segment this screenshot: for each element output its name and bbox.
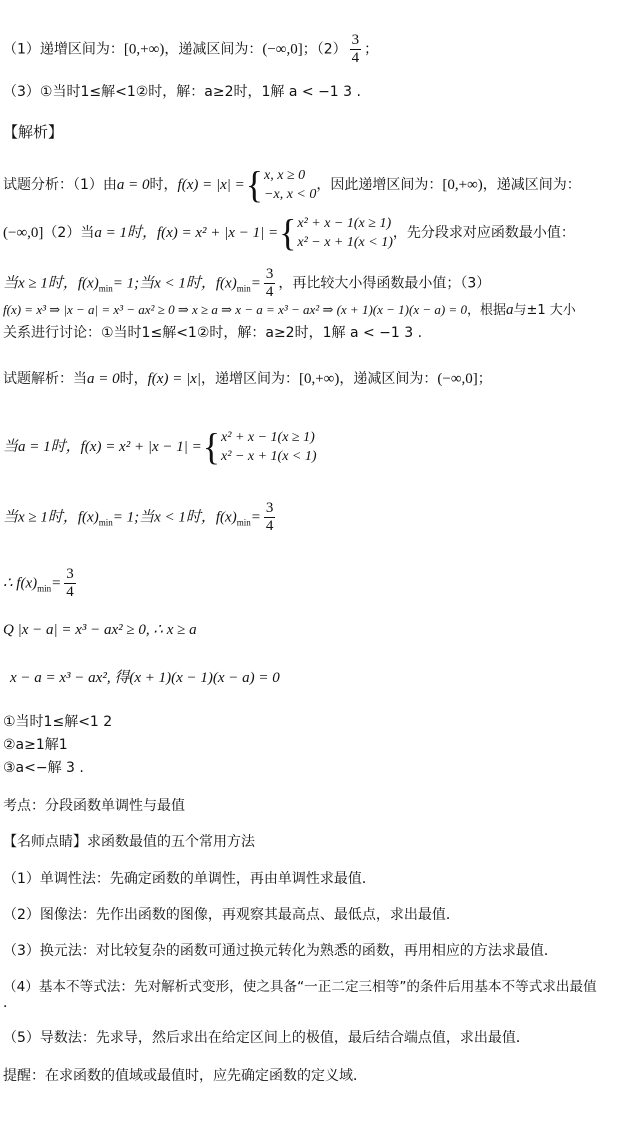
math-expression: a [505,302,514,318]
piecewise-cases [297,214,393,252]
case-1: x, x ≥ 0 [264,168,306,183]
kaodian: 考点：分段函数单调性与最值 [3,798,185,814]
fraction [264,266,276,301]
math-expression: a = 0 [116,177,150,193]
answer-2-fraction [350,32,362,67]
math-expression: f(x) = x³ ⇒ |x − a| = x³ − ax² ≥ 0 ⇒ x ≥ a ⇒ x − a = x³ − ax² ⇒ (x + 1)(x − 1)(x − a) = 0 [3,302,467,317]
case-1: x² + x − 1(x ≥ 1) [221,430,315,445]
math-expression: 当a = 1时，f(x) = x² + |x − 1| = [3,439,202,455]
solution-text: ，递增区间为： [200,371,299,387]
solution-line-2 [3,428,317,466]
fraction-numerator: 3 [265,500,274,516]
answer-1-text: （1）递增区间为： [3,41,124,58]
math-expression: = [250,509,261,526]
fraction-numerator: 3 [351,32,360,48]
subscript-min: min [98,517,113,528]
tips-title: 【名师点睛】求函数最值的五个常用方法 [3,834,255,850]
answer-1-decreasing-interval: (−∞,0] [262,41,303,58]
piecewise-cases [221,428,317,466]
increasing-interval: [0,+∞) [298,371,340,387]
case-1: x² + x − 1(x ≥ 1) [297,216,392,231]
fraction-denominator: 4 [265,518,274,534]
math-expression: = [250,275,261,292]
math-expression: a = 0 [87,371,120,387]
math-expression: f(x) = |x| = [177,177,245,193]
fraction [264,500,276,535]
analysis-text: ，根据 [466,303,506,318]
math-expression: ∴ f(x) [3,575,38,592]
analysis-line-2 [3,214,575,252]
subscript-min: min [37,583,52,594]
solution-line-9: ③a<−解 3 . [3,760,84,776]
heading-jiexi: 【解析】 [3,123,64,141]
analysis-text: 时， [149,177,178,193]
math-expression: = 1;当x < 1时，f(x) [112,509,237,526]
solution-text: ，递减区间为： [339,371,438,387]
solution-line-8: ②a≥1解1 [3,737,68,753]
tip-item: （4）基本不等式法：先对解析式变形，使之具备“一正二定三相等”的条件后用基本不等式求出最值 [3,979,597,995]
analysis-text: 试题分析：（1）由 [3,177,117,193]
analysis-line-3 [3,266,490,301]
solution-text: 时， [119,371,148,387]
analysis-text: 与±1 大小 [513,303,576,318]
answer-1-text-4: ； [364,41,379,58]
case-2: −x, x < 0 [264,187,317,202]
answer-1-text-3: ；（2） [302,41,347,58]
tip-item: （1）单调性法：先确定函数的单调性，再由单调性求最值． [3,871,376,887]
analysis-text: ，再比较大小得函数最小值；（3） [278,275,491,292]
solution-line-4 [3,566,79,601]
decreasing-interval: (−∞,0] [3,225,44,241]
tip-item: （5）导数法：先求导，然后求出在给定区间上的极值，最后结合端点值，求出最值． [3,1030,530,1046]
fraction-denominator: 4 [351,50,360,66]
answer-line-1 [3,32,378,67]
fraction-denominator: 4 [66,584,74,600]
tip-item-continuation: ． [3,995,17,1011]
left-brace: { [202,426,221,468]
fraction [64,566,76,601]
fraction-numerator: 3 [66,566,74,582]
solution-line-1 [3,370,492,388]
solution-line-5: Q |x − a| = x³ − ax² ≥ 0, ∴ x ≥ a [3,622,197,638]
decreasing-interval: (−∞,0] [437,371,478,387]
subscript-min: min [236,517,251,528]
subscript-min: min [98,283,113,294]
increasing-interval: [0,+∞) [442,177,483,193]
answer-1-increasing-interval: [0,+∞) [123,41,165,58]
answer-3-text: （3）①当时1≤解<1②时，解：a≥2时，1解 a < −1 3 . [3,84,361,100]
analysis-text: （2）当 [43,225,95,241]
analysis-text: ，因此递增区间为： [316,177,443,193]
analysis-line-4 [3,301,576,320]
math-expression: 当x ≥ 1时，f(x) [3,275,99,292]
analysis-line-5: 关系进行讨论：①当时1≤解<1②时，解：a≥2时，1解 a < −1 3 . [3,325,423,341]
solution-line-3 [3,500,278,535]
analysis-text: ，递减区间为： [482,177,581,193]
solution-text: ； [477,371,492,387]
math-expression: 当x ≥ 1时，f(x) [3,509,99,526]
case-2: x² − x + 1(x < 1) [297,235,393,250]
fraction-denominator: 4 [265,284,274,300]
math-expression: f(x) = |x| [147,371,201,387]
tip-item: （3）换元法：对比较复杂的函数可通过换元转化为熟悉的函数，再用相应的方法求最值． [3,943,558,959]
tip-item: （2）图像法：先作出函数的图像，再观察其最高点、最低点，求出最值． [3,907,460,923]
solution-line-7: ①当时1≤解<1 2 [3,714,113,730]
answer-line-2 [3,83,361,101]
answer-1-text-2: ，递减区间为： [164,41,263,58]
math-expression: = 1;当x < 1时，f(x) [112,275,237,292]
analysis-line-1 [3,166,581,204]
fraction-numerator: 3 [265,266,274,282]
solution-text: 试题解析：当 [3,371,87,387]
case-2: x² − x + 1(x < 1) [221,449,317,464]
subscript-min: min [236,283,251,294]
math-expression: a = 1时，f(x) = x² + |x − 1| = [94,225,279,241]
solution-line-6: x − a = x³ − ax², 得(x + 1)(x − 1)(x − a) = 0 [10,670,280,686]
analysis-text: ，先分段求对应函数最小值： [392,225,575,241]
tip-reminder: 提醒：在求函数的值域或最值时，应先确定函数的定义域． [3,1068,367,1084]
left-brace: { [245,164,264,206]
math-expression: = [51,575,62,592]
piecewise-cases [264,166,316,204]
left-brace: { [279,212,297,254]
